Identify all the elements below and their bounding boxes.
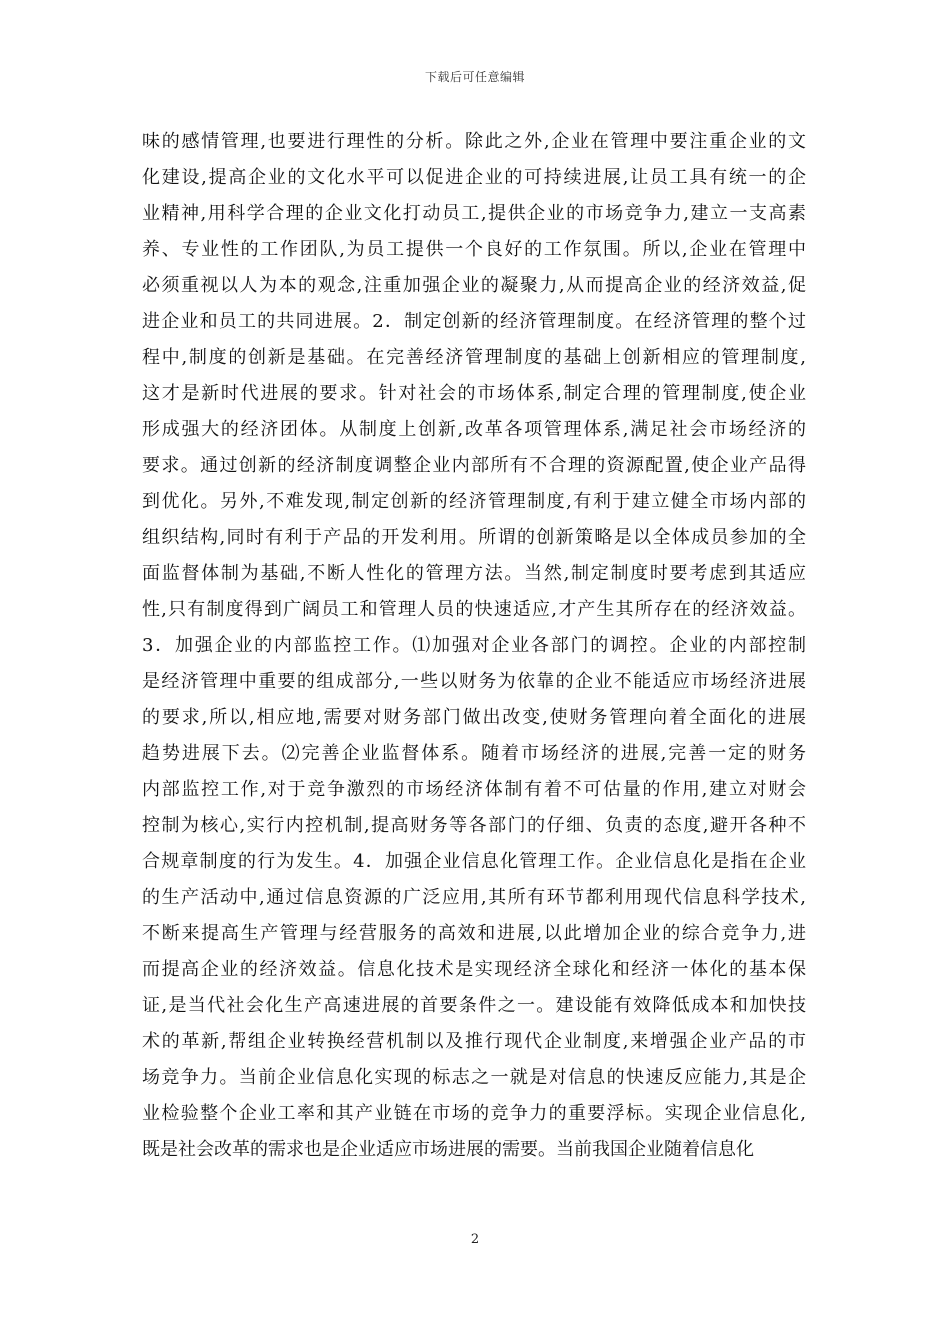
text-line: 不断来提高生产管理与经营服务的高效和进展,以此增加企业的综合竞争力,进 [142,923,806,944]
text-line: 组织结构,同时有利于产品的开发利用。所谓的创新策略是以全体成员参加的全 [142,527,806,548]
text-line: 趋势进展下去。⑵完善企业监督体系。随着市场经济的进展,完善一定的财务 [142,743,806,764]
text-line: 内部监控工作,对于竞争激烈的市场经济体制有着不可估量的作用,建立对财会 [142,779,806,800]
text-line: 的要求,所以,相应地,需要对财务部门做出改变,使财务管理向着全面化的进展 [142,707,806,728]
text-line: 形成强大的经济团体。从制度上创新,改革各项管理体系,满足社会市场经济的 [142,419,806,440]
text-line: 养、专业性的工作团队,为员工提供一个良好的工作氛围。所以,企业在管理中 [142,239,806,260]
text-line: 到优化。另外,不难发现,制定创新的经济管理制度,有利于建立健全市场内部的 [142,491,806,512]
text-line: 面监督体制为基础,不断人性化的管理方法。当然,制定制度时要考虑到其适应 [142,563,806,584]
text-line: 合规章制度的行为发生。4．加强企业信息化管理工作。企业信息化是指在企业 [142,851,806,872]
text-line: 术的革新,帮组企业转换经营机制以及推行现代企业制度,来增强企业产品的市 [142,1031,806,1052]
text-line: 证,是当代社会化生产高速进展的首要条件之一。建设能有效降低成本和加快技 [142,995,806,1016]
body-text [142,124,806,1168]
text-line: 味的感情管理,也要进行理性的分析。除此之外,企业在管理中要注重企业的文 [142,131,806,152]
text-line: 化建设,提高企业的文化水平可以促进企业的可持续进展,让员工具有统一的企 [142,167,806,188]
text-line: 必须重视以人为本的观念,注重加强企业的凝聚力,从而提高企业的经济效益,促 [142,275,806,296]
text-line: 既是社会改革的需求也是企业适应市场进展的需要。当前我国企业随着信息化 [142,1139,754,1160]
text-line: 控制为核心,实行内控机制,提高财务等各部门的仔细、负责的态度,避开各种不 [142,815,806,836]
text-line: 进企业和员工的共同进展。2．制定创新的经济管理制度。在经济管理的整个过 [142,311,806,332]
text-line: 3．加强企业的内部监控工作。⑴加强对企业各部门的调控。企业的内部控制 [142,635,806,656]
page-header: 下载后可任意编辑 [424,70,525,84]
text-line: 的生产活动中,通过信息资源的广泛应用,其所有环节都利用现代信息科学技术, [142,887,806,908]
text-line: 业检验整个企业工率和其产业链在市场的竞争力的重要浮标。实现企业信息化, [142,1103,806,1124]
text-line: 业精神,用科学合理的企业文化打动员工,提供企业的市场竞争力,建立一支高素 [142,203,806,224]
text-line: 性,只有制度得到广阔员工和管理人员的快速适应,才产生其所存在的经济效益。 [142,599,806,620]
text-line: 要求。通过创新的经济制度调整企业内部所有不合理的资源配置,使企业产品得 [142,455,806,476]
page-number: 2 [470,1232,480,1247]
text-line: 程中,制度的创新是基础。在完善经济管理制度的基础上创新相应的管理制度, [142,347,806,368]
text-line: 而提高企业的经济效益。信息化技术是实现经济全球化和经济一体化的基本保 [142,959,806,980]
text-line: 场竞争力。当前企业信息化实现的标志之一就是对信息的快速反应能力,其是企 [142,1067,806,1088]
text-line: 是经济管理中重要的组成部分,一些以财务为依靠的企业不能适应市场经济进展 [142,671,806,692]
text-line: 这才是新时代进展的要求。针对社会的市场体系,制定合理的管理制度,使企业 [142,383,806,404]
